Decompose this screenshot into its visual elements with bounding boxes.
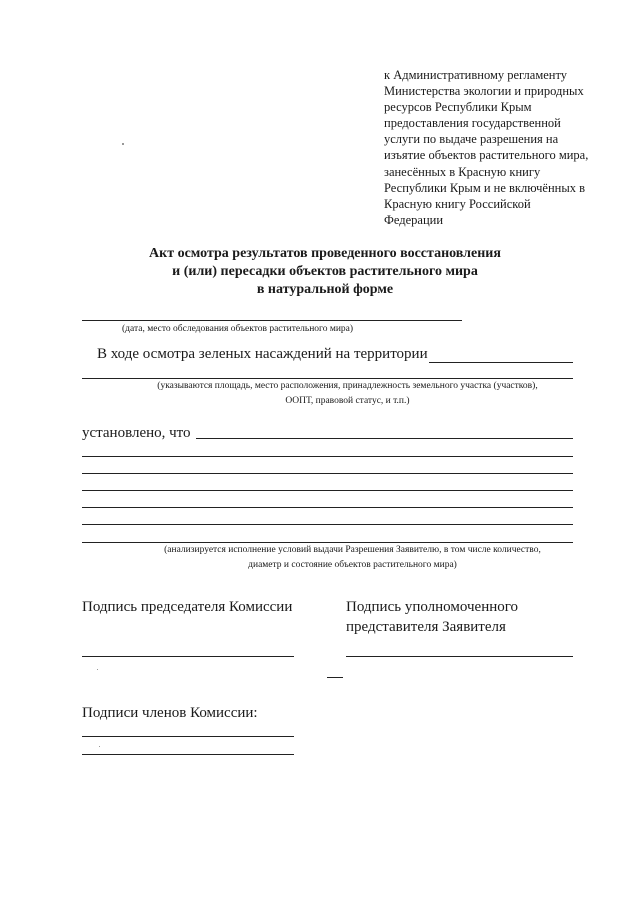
findings-field-line[interactable] bbox=[82, 473, 573, 474]
territory-caption bbox=[82, 379, 573, 409]
date-place-caption: (дата, место обследования объектов растительного мира) bbox=[122, 324, 354, 334]
findings-field-line[interactable] bbox=[82, 490, 573, 491]
findings-field-line[interactable] bbox=[82, 524, 573, 525]
title-line: Акт осмотра результатов проведенного восстановления bbox=[149, 246, 501, 261]
reference-line: Красную книгу Российской bbox=[384, 196, 531, 211]
date-place-field[interactable] bbox=[82, 320, 462, 321]
findings-field-line[interactable] bbox=[82, 456, 573, 457]
reference-line: услуги по выдаче разрешения на bbox=[384, 132, 559, 147]
representative-label-line: Подпись уполномоченного bbox=[346, 599, 519, 615]
findings-field-line[interactable] bbox=[82, 507, 573, 508]
reference-line: предоставления государственной bbox=[384, 116, 561, 131]
scan-speck bbox=[99, 746, 100, 747]
reference-line: занесённых в Красную книгу bbox=[384, 164, 541, 179]
territory-field[interactable] bbox=[429, 362, 573, 363]
analysis-caption bbox=[82, 543, 573, 573]
findings-field[interactable] bbox=[196, 438, 573, 439]
representative-signature-field[interactable] bbox=[346, 656, 573, 657]
representative-label-line: представителя Заявителя bbox=[346, 619, 506, 635]
separator-dash bbox=[327, 677, 343, 678]
reference-line: Республики Крым и не включённых в bbox=[384, 180, 585, 195]
inspection-intro: В ходе осмотра зеленых насаждений на территории bbox=[97, 346, 428, 362]
member-signature-field[interactable] bbox=[82, 754, 294, 755]
analysis-caption-line: диаметр и состояние объектов растительного мира) bbox=[248, 560, 457, 570]
chairman-signature-field[interactable] bbox=[82, 656, 294, 657]
chairman-signature-label: Подпись председателя Комиссии bbox=[82, 599, 293, 615]
member-signature-field[interactable] bbox=[82, 736, 294, 737]
reference-line: изъятие объектов растительного мира, bbox=[384, 148, 589, 163]
title-line: и (или) пересадки объектов растительного мира bbox=[172, 264, 478, 279]
title-line: в натуральной форме bbox=[256, 282, 394, 297]
representative-signature-label bbox=[346, 597, 518, 637]
reference-line: Федерации bbox=[384, 212, 444, 227]
reference-line: Министерства экологии и природных bbox=[384, 84, 584, 99]
members-signature-label: Подписи членов Комиссии: bbox=[82, 705, 258, 721]
analysis-caption-line: (анализируется исполнение условий выдачи Разрешения Заявителю, в том числе количество, bbox=[164, 545, 541, 555]
reference-line: к Административному регламенту bbox=[384, 68, 568, 82]
territory-caption-line: ООПТ, правовой статус, и т.п.) bbox=[285, 396, 410, 406]
scan-speck bbox=[122, 143, 124, 145]
reference-line: ресурсов Республики Крым bbox=[384, 100, 532, 115]
territory-caption-line: (указываются площадь, место расположения, принадлежность земельного участка (участков), bbox=[157, 381, 538, 391]
document-title bbox=[100, 245, 550, 299]
regulation-reference bbox=[384, 67, 614, 228]
scan-speck bbox=[97, 669, 98, 670]
established-label: установлено, что bbox=[82, 425, 191, 441]
